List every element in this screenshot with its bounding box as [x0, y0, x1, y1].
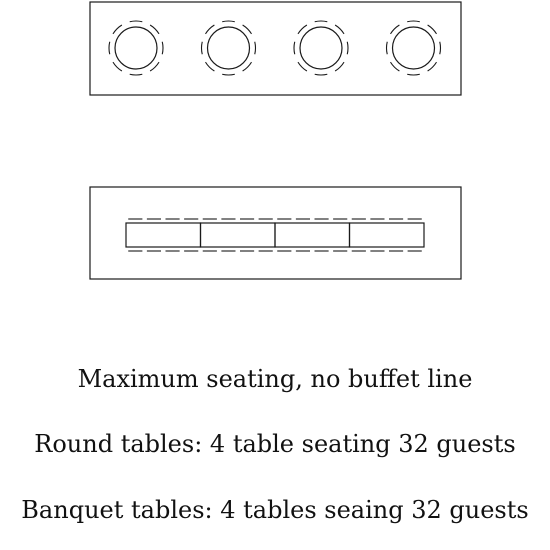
round-seat [294, 42, 295, 55]
round-seat [390, 62, 399, 71]
round-seat [390, 25, 399, 34]
round-room-outline [90, 2, 461, 95]
round-seat [335, 62, 344, 71]
round-seat [298, 62, 307, 71]
round-seat [347, 42, 348, 55]
banquet-table [275, 223, 350, 247]
round-seat [130, 74, 143, 75]
banquet-table [201, 223, 276, 247]
round-seat [243, 25, 252, 34]
round-table [300, 27, 342, 69]
round-table [208, 27, 250, 69]
round-tables-room [90, 2, 461, 95]
round-seat [109, 42, 110, 55]
round-table [393, 27, 435, 69]
round-table [115, 27, 157, 69]
banquet-tables-caption: Banquet tables: 4 tables seaing 32 guests [21, 496, 529, 524]
banquet-table [126, 223, 201, 247]
round-seat [298, 25, 307, 34]
round-seat [255, 42, 256, 55]
round-seat [335, 25, 344, 34]
round-seat [150, 25, 159, 34]
round-seat [222, 21, 235, 22]
round-seat [387, 42, 388, 55]
layout-title: Maximum seating, no buffet line [77, 365, 473, 393]
round-seat [315, 74, 328, 75]
round-seat [113, 25, 122, 34]
round-tables-caption: Round tables: 4 table seating 32 guests [34, 430, 516, 458]
round-seat [162, 42, 163, 55]
round-seat [113, 62, 122, 71]
round-seat [407, 74, 420, 75]
round-seat [150, 62, 159, 71]
round-seat [315, 21, 328, 22]
round-seat [222, 74, 235, 75]
round-seat [428, 62, 437, 71]
round-seat [428, 25, 437, 34]
round-seat [202, 42, 203, 55]
round-seat [205, 62, 214, 71]
round-seat [205, 25, 214, 34]
round-seat [440, 42, 441, 55]
round-seat [130, 21, 143, 22]
round-seat [243, 62, 252, 71]
round-seat [407, 21, 420, 22]
banquet-tables-room [90, 187, 461, 279]
banquet-table [350, 223, 425, 247]
